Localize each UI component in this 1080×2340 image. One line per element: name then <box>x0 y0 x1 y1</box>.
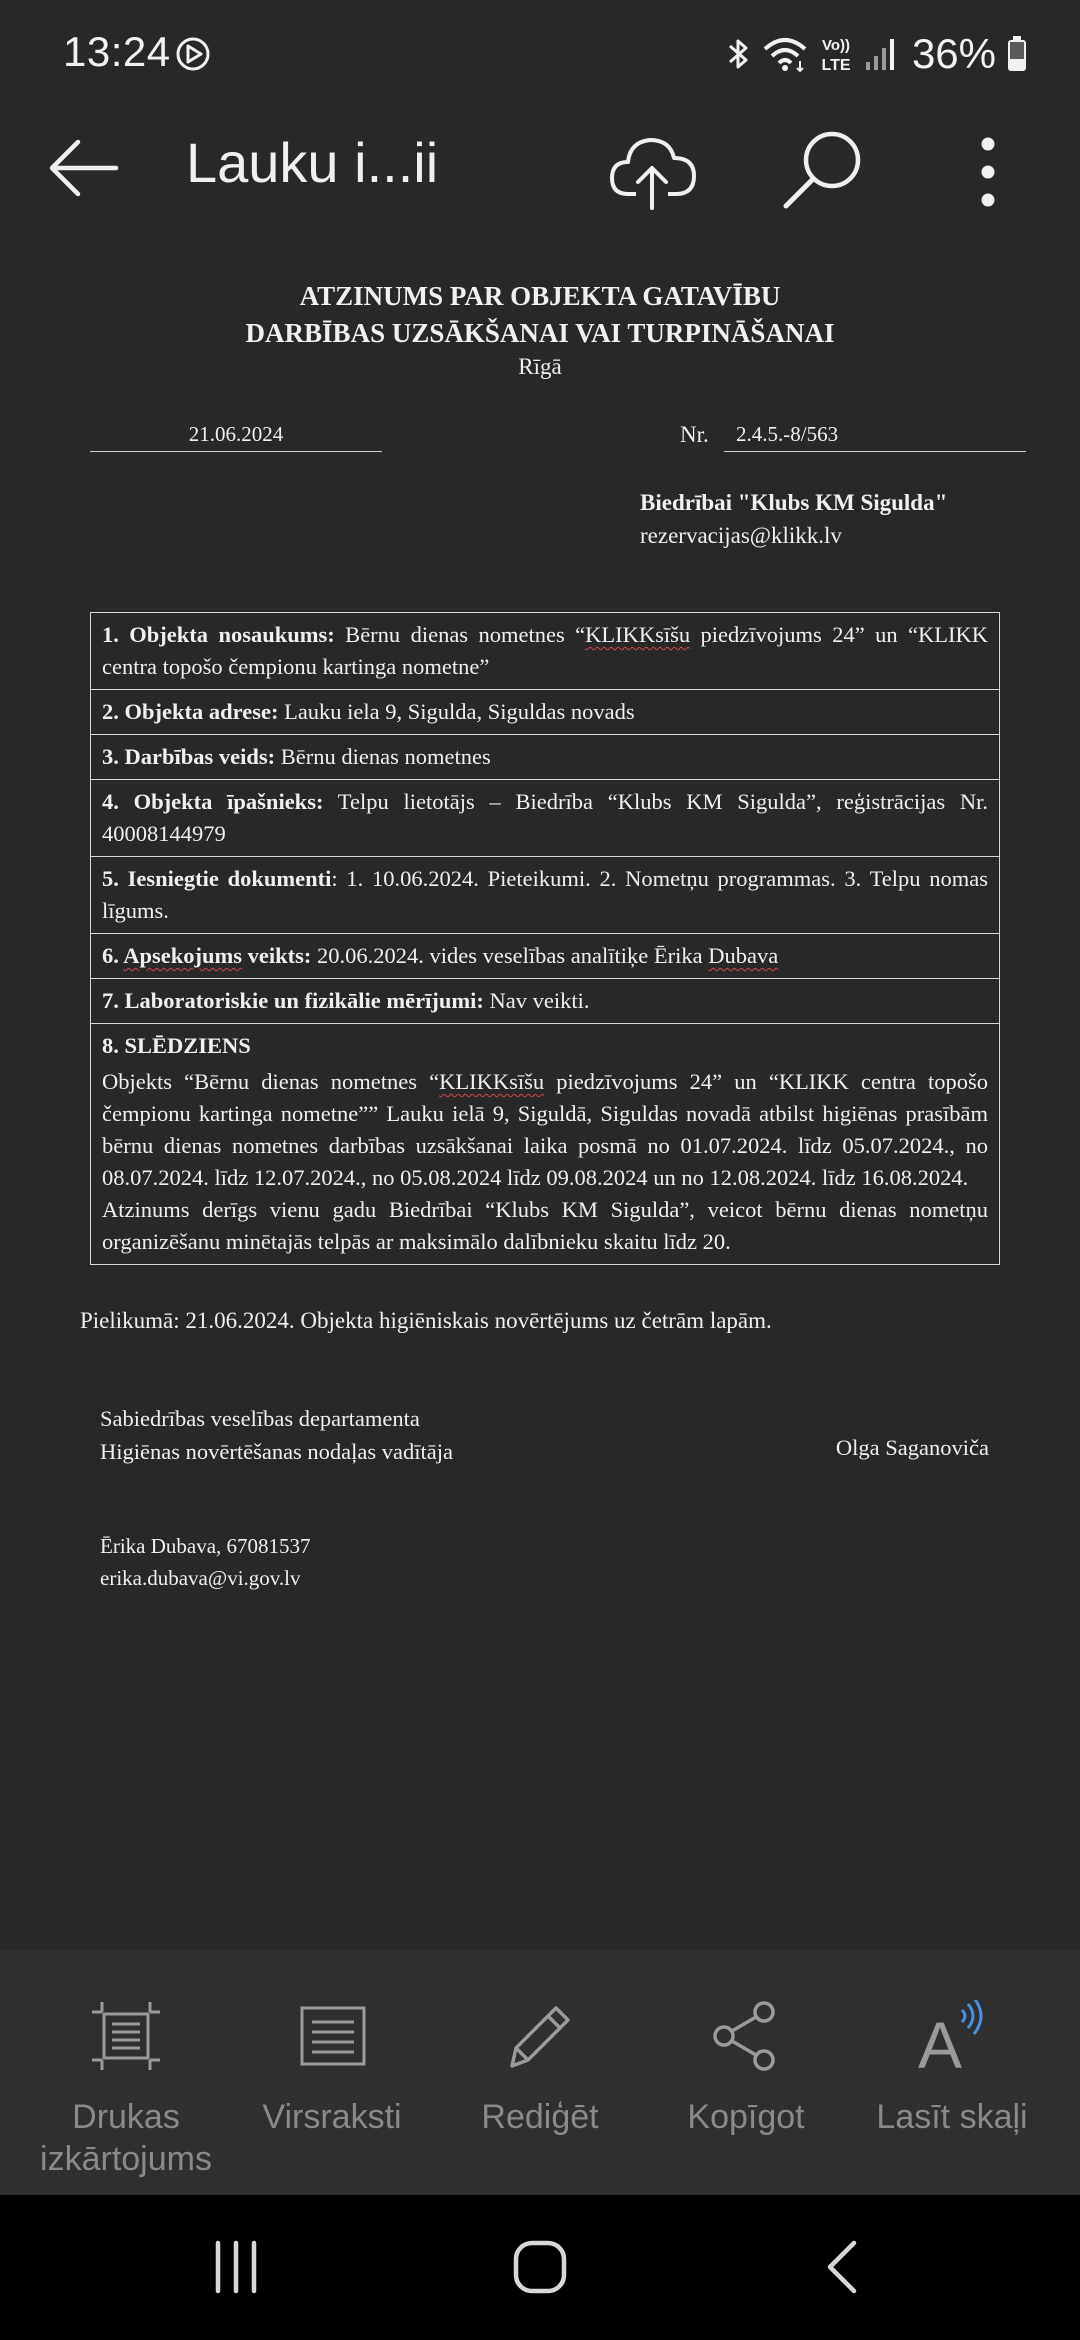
recent-apps-icon[interactable] <box>212 2239 262 2295</box>
svg-text:Vo)): Vo)) <box>821 37 850 54</box>
search-icon[interactable] <box>778 124 868 214</box>
conclusion-paragraph-1 <box>102 1066 988 1194</box>
headings-button[interactable] <box>224 1950 440 2195</box>
app-notification-icon <box>174 35 212 73</box>
spellcheck-word: Dubava <box>708 943 779 968</box>
row-text: Lauku iela 9, Sigulda, Siguldas novads <box>278 699 635 724</box>
row-label-part: veikts: <box>242 943 312 968</box>
pencil-icon <box>504 2000 576 2072</box>
recipient-name: Biedrībai "Klubs KM Sigulda" <box>640 490 948 515</box>
spellcheck-word: KLIKKsīšu <box>585 622 691 647</box>
svg-text:A: A <box>918 2008 963 2072</box>
info-table <box>90 612 1000 1265</box>
share-button[interactable] <box>638 1950 854 2195</box>
share-icon <box>710 2000 782 2072</box>
row-text: Bērnu dienas nometnes <box>275 744 491 769</box>
doc-heading-line1: ATZINUMS PAR OBJEKTA GATAVĪBU <box>299 281 781 311</box>
signer-title: Higiēnas novērtēšanas nodaļas vadītāja <box>100 1439 454 1464</box>
battery-icon <box>1006 35 1028 73</box>
volte-icon <box>818 34 854 74</box>
status-time: 13:24 <box>63 28 171 75</box>
signer-name: Olga Saganoviča <box>835 1435 989 1460</box>
bluetooth-icon <box>726 36 752 72</box>
bottom-toolbar <box>0 1950 1080 2195</box>
print-layout-label-line2: izkārtojums <box>40 2140 212 2178</box>
row-label: 4. Objekta īpašnieks: <box>102 789 324 814</box>
signal-icon <box>864 36 898 72</box>
attachment-note: Pielikumā: 21.06.2024. Objekta higiēniskais novērtējums uz četrām lapām. <box>80 1308 772 1333</box>
row-label: 2. Objekta adrese: <box>102 699 279 724</box>
document-page[interactable] <box>0 260 1080 1950</box>
row-text: Nav veikti. <box>483 988 590 1013</box>
edit-button[interactable] <box>432 1950 648 2195</box>
row-conclusion <box>91 1024 999 1264</box>
row-text: piedzīvojums 24” un “KLIKK centra topošo čempionu kartinga nometne” <box>102 622 988 679</box>
document-title: Lauku i...ii <box>186 131 439 194</box>
battery-percent: 36% <box>911 30 996 77</box>
doc-nr-label: Nr. <box>680 422 709 447</box>
print-layout-button[interactable] <box>18 1950 234 2195</box>
print-layout-label <box>18 2096 234 2180</box>
row-object-name <box>91 613 999 690</box>
print-layout-label-line1: Drukas <box>72 2098 180 2136</box>
row-inspection <box>91 934 999 979</box>
recipient <box>640 486 947 552</box>
cloud-upload-icon[interactable] <box>608 128 698 212</box>
row-label: 3. Darbības veids: <box>102 744 276 769</box>
contact-block <box>100 1530 311 1594</box>
print-layout-icon <box>90 2000 162 2072</box>
system-nav-bar <box>0 2195 1080 2340</box>
row-submitted-docs <box>91 857 999 934</box>
row-label: 1. Objekta nosaukums: <box>102 622 335 647</box>
home-icon[interactable] <box>512 2237 568 2297</box>
status-icons <box>726 28 1028 80</box>
contact-name-phone: Ērika Dubava, 67081537 <box>100 1534 311 1558</box>
row-text: 20.06.2024. vides veselības analītiķe Ērika <box>311 943 709 968</box>
row-text: Telpu lietotājs – Biedrība “Klubs KM Sigulda”, reģistrācijas Nr. 40008144979 <box>102 789 988 846</box>
edit-label: Rediģēt <box>481 2098 599 2136</box>
back-nav-icon[interactable] <box>822 2239 862 2295</box>
spellcheck-word: KLIKKsīšu <box>439 1069 545 1094</box>
more-vert-icon[interactable] <box>964 130 1012 214</box>
share-label: Kopīgot <box>687 2098 805 2136</box>
row-label: 5. Iesniegtie dokumenti <box>102 866 332 891</box>
doc-nr-value: 2.4.5.-8/563 <box>724 422 1026 452</box>
row-text: : 1. 10.06.2024. Pieteikumi. 2. Nometņu programmas. 3. Telpu nomas līgums. <box>102 866 988 923</box>
spellcheck-word: Apsekojums <box>123 943 243 968</box>
row-lab-measurements <box>91 979 999 1024</box>
headings-label: Virsraksti <box>262 2098 402 2136</box>
row-text: piedzīvojums 24” un “KLIKK centra topošo čempionu kartinga nometne”” Lauku ielā 9, Siguldā, Siguldas novadā atbilst higiēnas prasībām bērnu dienas nometnes darbības uzsākšanai laika posmā no 01.07.2024. līdz 05.07.2024., no 08.07.2024. līdz 12.07.2024., no 05.08.2024 līdz 09.08.2024 un no 12.08.2024. līdz 16.08.2024. <box>102 1069 988 1190</box>
read-aloud-label: Lasīt skaļi <box>876 2098 1028 2136</box>
status-bar <box>0 0 1080 108</box>
conclusion-title: 8. SLĒDZIENS <box>102 1033 251 1058</box>
row-object-owner <box>91 780 999 857</box>
row-object-address <box>91 690 999 735</box>
doc-city: Rīgā <box>518 354 562 379</box>
row-text: Bērnu dienas nometnes “ <box>334 622 586 647</box>
recipient-email: rezervacijas@klikk.lv <box>640 523 842 548</box>
row-label <box>102 943 311 968</box>
back-arrow-icon[interactable] <box>42 126 126 210</box>
read-aloud-button[interactable] <box>844 1950 1060 2195</box>
row-text: Objekts “Bērnu dienas nometnes “ <box>102 1069 440 1094</box>
doc-heading-line2: DARBĪBAS UZSĀKŠANAI VAI TURPINĀŠANAI <box>245 318 835 348</box>
contact-email: erika.dubava@vi.gov.lv <box>100 1566 301 1590</box>
signer-block <box>100 1402 453 1468</box>
row-label: 7. Laboratoriskie un fizikālie mērījumi: <box>102 988 484 1013</box>
row-activity-type <box>91 735 999 780</box>
headings-list-icon <box>296 2000 368 2072</box>
read-aloud-icon <box>916 2000 996 2072</box>
signer-department: Sabiedrības veselības departamenta <box>100 1406 420 1431</box>
wifi-icon <box>762 35 808 73</box>
doc-date: 21.06.2024 <box>90 422 382 452</box>
conclusion-paragraph-2: Atzinums derīgs vienu gadu Biedrībai “Klubs KM Sigulda”, veicot bērnu dienas nometņu organizēšanu minētajās telpās ar maksimālo dalībnieku skaitu līdz 20. <box>102 1197 988 1254</box>
svg-text:LTE: LTE <box>821 57 851 74</box>
row-label-part: 6. <box>102 943 124 968</box>
app-bar <box>0 108 1080 260</box>
